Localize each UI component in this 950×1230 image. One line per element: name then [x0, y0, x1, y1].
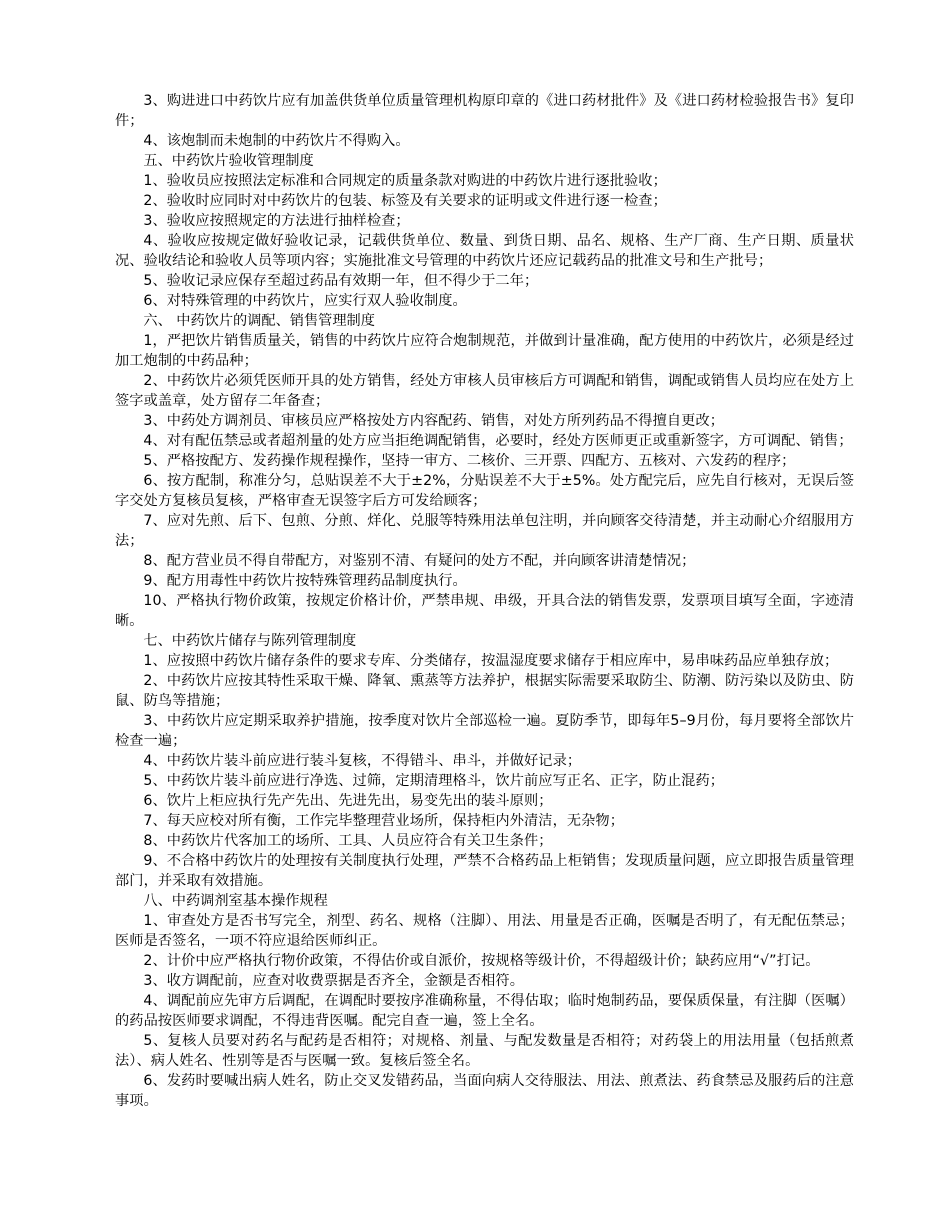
- paragraph: 1，严把饮片销售质量关，销售的中药饮片应符合炮制规范，并做到计量准确，配方使用的中药饮片，必须是经过加工炮制的中药品种；: [115, 333, 854, 369]
- paragraph: 3、验收应按照规定的方法进行抽样检查；: [143, 213, 410, 229]
- paragraph: 6、按方配制，称准分匀，总贴误差不大于±2%，分贴误差不大于±5%。处方配完后，应先自行核对，无误后签字交处方复核员复核，严格审查无误签字后方可发给顾客；: [115, 473, 854, 509]
- document-body: [115, 91, 854, 1111]
- paragraph: 5、严格按配方、发药操作规程操作，坚持一审方、二核价、三开票、四配方、五核对、六发药的程序；: [143, 453, 796, 469]
- paragraph: 5、复核人员要对药名与配药是否相符；对规格、剂量、与配发数量是否相符；对药袋上的用法用量（包括煎煮法）、病人姓名、性别等是否与医嘱一致。复核后签全名。: [115, 1033, 854, 1069]
- paragraph: 1、验收员应按照法定标准和合同规定的质量条款对购进的中药饮片进行逐批验收；: [143, 173, 667, 189]
- paragraph: 2、计价中应严格执行物价政策，不得估价或自派价，按规格等级计价，不得超级计价；缺药应用“√”打记。: [143, 953, 820, 969]
- paragraph: 5、验收记录应保存至超过药品有效期一年，但不得少于二年；: [143, 273, 539, 289]
- paragraph: 2、中药饮片必须凭医师开具的处方销售，经处方审核人员审核后方可调配和销售，调配或销售人员均应在处方上签字或盖章，处方留存二年备查；: [115, 373, 854, 409]
- paragraph: 6、发药时要喊出病人姓名，防止交叉发错药品，当面向病人交待服法、用法、煎煮法、药食禁忌及服药后的注意事项。: [115, 1073, 854, 1109]
- paragraph: 8、中药饮片代客加工的场所、工具、人员应符合有关卫生条件；: [143, 833, 553, 849]
- paragraph: 10、严格执行物价政策，按规定价格计价，严禁串规、串级，开具合法的销售发票，发票项目填写全面，字迹清晰。: [115, 593, 854, 629]
- paragraph: 9、配方用毒性中药饮片按特殊管理药品制度执行。: [143, 573, 467, 589]
- paragraph: 4、该炮制而未炮制的中药饮片不得购入。: [143, 133, 410, 149]
- paragraph: 6、对特殊管理的中药饮片，应实行双人验收制度。: [143, 293, 467, 309]
- paragraph: 3、中药饮片应定期采取养护措施，按季度对饮片全部巡检一遍。夏防季节，即每年5–9月份，每月要将全部饮片检查一遍；: [115, 713, 854, 749]
- paragraph: 1、应按照中药饮片储存条件的要求专库、分类储存，按温湿度要求储存于相应库中，易串味药品应单独存放；: [143, 653, 839, 669]
- paragraph: 5、中药饮片装斗前应进行净选、过筛，定期清理格斗，饮片前应写正名、正字，防止混药；: [143, 773, 725, 789]
- paragraph: 1、审查处方是否书写完全，剂型、药名、规格（注脚）、用法、用量是否正确，医嘱是否明了，有无配伍禁忌；医师是否签名，一项不符应退给医师纠正。: [115, 913, 854, 949]
- paragraph: 7、应对先煎、后下、包煎、分煎、烊化、兑服等特殊用法单包注明，并向顾客交待清楚，并主动耐心介绍服用方法；: [115, 513, 854, 549]
- paragraph: 6、饮片上柜应执行先产先出、先进先出，易变先出的装斗原则；: [143, 793, 553, 809]
- section-heading: 七、中药饮片储存与陈列管理制度: [143, 633, 357, 649]
- paragraph: 3、购进进口中药饮片应有加盖供货单位质量管理机构原印章的《进口药材批件》及《进口药材检验报告书》复印件；: [115, 93, 854, 129]
- paragraph: 4、中药饮片装斗前应进行装斗复核，不得错斗、串斗，并做好记录；: [143, 753, 582, 769]
- paragraph: 4、验收应按规定做好验收记录，记载供货单位、数量、到货日期、品名、规格、生产厂商、生产日期、质量状况、验收结论和验收人员等项内容；实施批准文号管理的中药饮片还应记载药品的批准文号和生产批号；: [115, 233, 854, 269]
- section-heading: 六、 中药饮片的调配、销售管理制度: [143, 313, 375, 329]
- paragraph: 8、配方营业员不得自带配方，对鉴别不清、有疑问的处方不配，并向顾客讲清楚情况；: [143, 553, 696, 569]
- paragraph: 2、验收时应同时对中药饮片的包装、标签及有关要求的证明或文件进行逐一检查；: [143, 193, 667, 209]
- paragraph: 3、中药处方调剂员、审核员应严格按处方内容配药、销售，对处方所列药品不得擅自更改；: [143, 413, 725, 429]
- paragraph: 3、收方调配前，应查对收费票据是否齐全，金额是否相符。: [143, 973, 524, 989]
- paragraph: 4、调配前应先审方后调配，在调配时要按序准确称量，不得估取；临时炮制药品，要保质保量，有注脚（医嘱）的药品按医师要求调配，不得违背医嘱。配完自查一遍，签上全名。: [115, 993, 854, 1029]
- paragraph: 4、对有配伍禁忌或者超剂量的处方应当拒绝调配销售，必要时，经处方医师更正或重新签字，方可调配、销售；: [143, 433, 853, 449]
- paragraph: 9、不合格中药饮片的处理按有关制度执行处理，严禁不合格药品上柜销售；发现质量问题，应立即报告质量管理部门，并采取有效措施。: [115, 853, 854, 889]
- paragraph: 7、每天应校对所有衡，工作完毕整理营业场所，保持柜内外清洁，无杂物；: [143, 813, 625, 829]
- section-heading: 八、中药调剂室基本操作规程: [143, 893, 328, 909]
- section-heading: 五、中药饮片验收管理制度: [143, 153, 314, 169]
- paragraph: 2、中药饮片应按其特性采取干燥、降氧、熏蒸等方法养护，根据实际需要采取防尘、防潮、防污染以及防虫、防鼠、防鸟等措施；: [115, 673, 854, 709]
